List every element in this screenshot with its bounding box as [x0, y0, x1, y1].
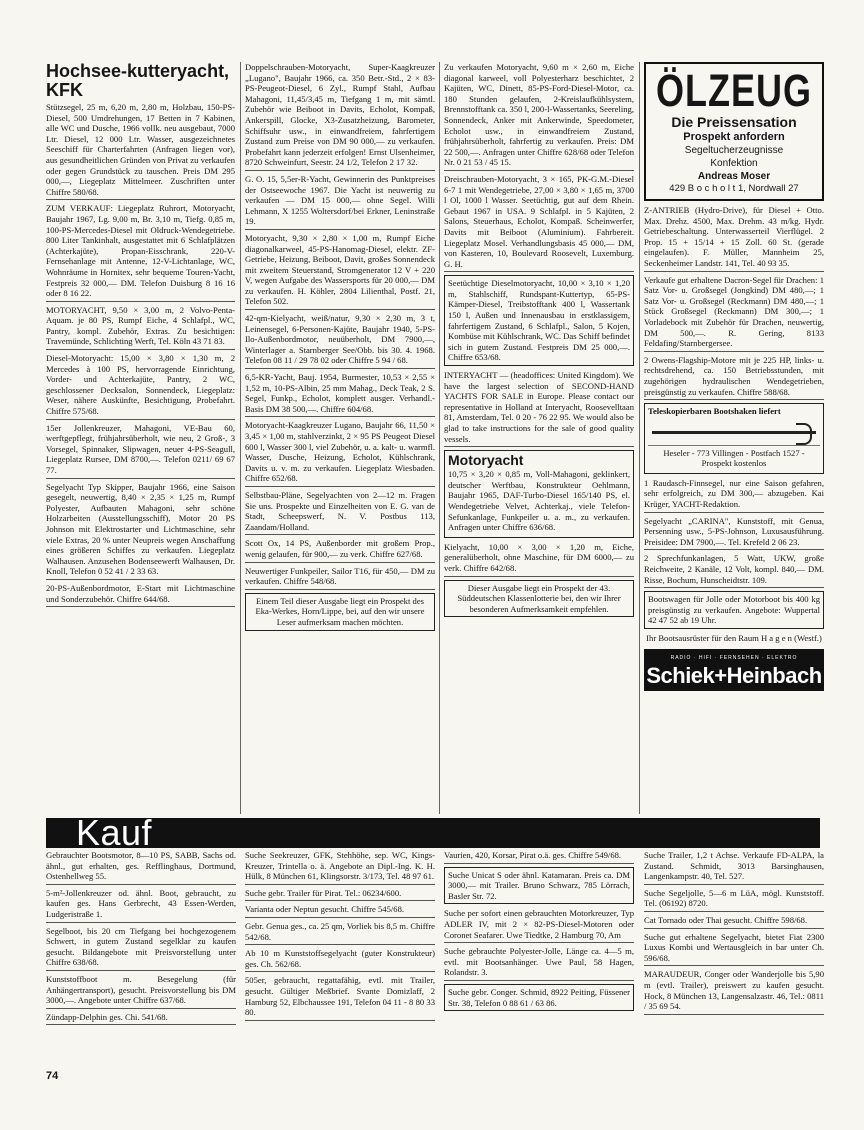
kauf-ad: Zündapp-Delphin ges. Chi. 541/68. [46, 1012, 236, 1026]
kauf-ad: Suche gebrauchte Polyester-Jolle, Länge ca. 4—5 m, evtl. mit Bootsanhänger. Uwe Paul, 58 Hagen, Rolandstr. 3. [444, 946, 634, 981]
oelzeug-title: ÖLZEUG [656, 64, 812, 116]
ad-c4-3: 2 Owens-Flagship-Motore mit je 225 HP, links- u. rechtsdrehend, ca. 150 Betriebsstunden, mit zugehörigen hydraulischen Wendegetrieben, preisgünstig zu verkaufen. Chiffre 588/68. [644, 355, 824, 400]
kauf-column-4 [644, 850, 824, 1018]
kauf-ad: Segelboot, bis 20 cm Tiefgang bei hochgezogenem Schwert, in gutem Zustand segelklar zu kaufen gesucht. Bildangebote mit Preisvorstellung unter Chiffre 638/68. [46, 926, 236, 971]
ad-motoryacht-body: 10,75 × 3,20 × 0,85 m, Voll-Mahagoni, geklinkert, deutscher Werftbau, Konstrukteur Oehlmann, Baujahr 1965, DAF-Turbo-Diesel 165/140 PS, el. Wendegetriebe Velvet, Achterkaj., viele Telefon-Sefunkanlage, Funkpeiler u. a. m., zu verkaufen. Anfragen unter Chiffre 636/68. [448, 469, 630, 533]
ad-c2-2: G. O. 15, 5,5er-R-Yacht, Gewinnerin des Punktpreises der Ostseewoche 1967. Die Yacht ist neuwertig zu verkaufen — DM 15 000,— ohne Segel. Willi Lehmann, X 1255 Woltersdorf/bei Erkner, Leninstraße 19. [245, 174, 435, 230]
ad-kielyacht: Kielyacht, 10,00 × 3,00 × 1,20 m, Eiche, generalüberholt, ohne Maschine, für DM 6000,— zu verk. Chiffre 642/68. [444, 542, 634, 577]
kauf-section-header [46, 812, 820, 853]
ad-c1-3: Diesel-Motoryacht: 15,00 × 3,80 × 1,30 m, 2 Mercedes à 100 PS, hervorragende Einrichtung, Vorder- und Achterkajüte, Pantry, 2 WC, geschlossener Decksalon, Sonnendeck, Liegeplatz: Weser, nähere Auskünfte, Besichtigung, Probefahrt. Chiffre 575/68. [46, 353, 235, 420]
insert-notice-lotterie: Dieser Ausgabe liegt ein Prospekt der 43. Süddeutschen Klassenlotterie bei, den wir Ihrer besonderen Aufmerksamkeit empfehlen. [444, 580, 634, 618]
ad-motoryacht-box [444, 450, 634, 538]
ad-c4-6: 2 Sprechfunkanlagen, 5 Watt, UKW, große Reichweite, 2 Kanäle, 12 Volt, kompl. 840,— DM. Risse, Bochum, Hunscheidtstr. 109. [644, 553, 824, 588]
oelzeug-name: Andreas Moser [697, 171, 771, 182]
ad-c1-6: 20-PS-Außenbordmotor, E-Start mit Lichtmaschine und Sonderzubehör. Chiffre 644/68. [46, 583, 235, 607]
ad-c1-4: 15er Jollenkreuzer, Mahagoni, VE-Bau 60, werftgepflegt, frühjahrsüberholt, wie neu, 2 Groß-, 3 Vorsegel, Spinnaker, Slipwagen, neuer 4-PS-Seagull, Liegeplatz Rursee, DM 8700,—. Telefon 0211/ 69 67 77. [46, 423, 235, 479]
ad-c1-2: MOTORYACHT, 9,50 × 3,00 m, 2 Volvo-Penta-Aquam. je 80 PS, Rumpf Eiche, 4 Schlafpl., WC, Pantry, kompl. Zubehör, Extras. Zu besichtigen: Travemünde, Schlichting Werft, Tel. Köln 43 71 83. [46, 305, 235, 350]
ad-dieselmotoryacht-box: Seetüchtige Dieselmotoryacht, 10,00 × 3,10 × 1,20 m, Stahlschiff, Rundspant-Kuttertyp, 65-PS-Kämper-Diesel, Treibstofftank 400 l, Wassertank 150 l, Außen und Innenausbau in erstklassigem, fahrfertigem Zustand, 6 Schlafpl., Salon, 5 Kojen, Kombüse mit Kühlschrank, WC. Das Schiff befindet sich in gutem Zustand. Festpreis DM 25 000,—. Chiffre 653/68. [444, 275, 634, 366]
schiek-subline: RADIO · HIFI · FERNSEHEN · ELEKTRO [670, 654, 798, 661]
ad-interyacht: INTERYACHT — (headoffices: United Kingdom). We have the largest selection of SECOND-HAND YACHTS FOR SALE in Europe. Please contact our representative in Holland at Interyacht, Roosevelltaan 81, Amsterdam, Tel. 0 20 - 76 22 95. We would also be glad to take instructions for the sale of good quality vessels. [444, 370, 634, 447]
ad-c2-9: Neuwertiger Funkpeiler, Sailor T16, für 450,— DM zu verkaufen. Chiffre 548/68. [245, 566, 435, 590]
oelzeug-line2: Konfektion [710, 158, 758, 169]
column-3 [444, 62, 634, 621]
kauf-ad: Suche gut erhaltene Segelyacht, bietet Fiat 2300 Luxus Kombi und Wertausgleich in bar unter Ch. 596/68. [644, 932, 824, 967]
ad-c2-4: 42-qm-Kielyacht, weiß/natur, 9,30 × 2,30 m, 3 t, Leinensegel, 6-Personen-Kajüte, Baujahr 1940, 5-PS-Ilo-Außenbordmotor, neuüberholt, DM 7900,—, Winterlager a. Starnberger See/Obb. bis 30. 4. 1968. Telefon 08 11 / 29 78 02 oder Chiffre 5 94 / 68. [245, 313, 435, 369]
ad-bootswagen: Bootswagen für Jolle oder Motorboot bis 400 kg preisgünstig zu verkaufen. Angebote: Wuppertal 42 47 52 ab 19 Uhr. [644, 591, 824, 629]
kauf-ad: Ab 10 m Kunststoffsegelyacht (guter Konstrukteur) ges. Ch. 562/68. [245, 948, 435, 972]
column-2 [245, 62, 435, 635]
kauf-ad: Suche per sofort einen gebrauchten Motorkreuzer, Typ ADLER IV, mit 2 × 82-PS-Diesel-Motoren oder Coronet Seafarer. Uwe Tiedtke, 2 Hamburg 70, Am [444, 908, 634, 943]
bootshaken-ad [644, 403, 824, 474]
ad-c3-1: Zu verkaufen Motoryacht, 9,60 m × 2,60 m, Eiche diagonal karweel, voll Polyesterharz beschichtet, 2 Kajüten, WC, Dinett, 85-PS-Ford-Diesel-Motor, ca. 180 Stunden gelaufen, 2-Kreislaufkühlsystem, Brennstofftank ca. 350 l, 200-l-Wassertanks, Seereling, Sonnendeck, Anker mit Ankerwinde, Speedometer, Echolot usw., in einwandfreiem Zustand, frühjahrsüberholt, fahrfertig zu verkaufen. Preis: DM 22 500,—. Anfragen unter Chiffre 628/68 oder Telefon Nr. 0 21 53 / 45 15. [444, 62, 634, 171]
column-1 [46, 62, 235, 610]
schiek-name: Schiek+Heinbach [646, 662, 822, 688]
oelzeug-line1: Segeltucherzeugnisse [684, 145, 784, 156]
ad-c3-2: Dreischrauben-Motoryacht, 3 × 165, PK-G.M.-Diesel 6-7 1 mit Wendegetriebe, 27,00 × 3,80 × 1,65 m, 3700 l Ol, 1000 l Wasser. Seetüchtig, gut auf dem Rhein. Gebaut 1967 in USA. 9 Schlafpl. in 5 Kajüten, 2 Salons, Steuerhaus, Echolot, Kompaß. Scheinwerfer, Davits mit Beiboot (Aluminium). Fahrbereit. Liegeplatz Mosel. Verhandlungsbasis 45 000,— DM, von Kasteren, 10, Boulevard Roosevelt, Luxemburg. G. H. [444, 174, 634, 272]
kauf-ad: Gebrauchter Bootsmotor, 8—10 PS, SABB, Sachs od. ähnl., gut erhalten, ges. Refflinghaus, Dortmund, Ostenhellweg 55. [46, 850, 236, 885]
ad-c2-6: Motoryacht-Kaagkreuzer Lugano, Baujahr 66, 11,50 × 3,45 × 1,00 m, stahlverzinkt, 2 × 95 PS Peugeot Diesel 600 l, Wasser 300 l, viel Zubehör, u. a. kalt- u. warmfl. Wasser, Dusche, Heizung, Echolot, Kühlschrank, Davits u. v. m. zu verkaufen. Liegeplatz Wiesbaden. Chiffre 652/68. [245, 420, 435, 487]
kauf-ad: Kunststoffboot m. Besegelung (für Anhängertransport), gesucht. Preisvorstellung bis DM 3000,—. Angebote unter Chiffre 637/68. [46, 974, 236, 1009]
kauf-column-3 [444, 850, 634, 1015]
ad-motoryacht-head: Motoryacht [448, 452, 524, 469]
kauf-column-1 [46, 850, 236, 1028]
oelzeug-ad [644, 62, 824, 201]
boat-hook-illustration [648, 421, 820, 446]
kauf-ad: 505er, gebraucht, regattafähig, evtl. mit Trailer, gesucht. Gültiger Meßbrief. Svante Domizlaff, 2 Hamburg 52, Elbchaussee 191, Telefon 04 11 - 8 80 33 80. [245, 975, 435, 1020]
ad-c2-7: Selbstbau-Pläne, Segelyachten von 2—12 m. Fragen Sie uns. Prospekte und Einzelheiten von E. G. van de Stadt, Scheepswerf, N. V. Postbus 113, Zaandam/Holland. [245, 490, 435, 535]
kauf-ad: Vaurien, 420, Korsar, Pirat o.ä. ges. Chiffre 549/68. [444, 850, 634, 864]
kauf-ad: Suche gebr. Conger. Schmid, 8922 Peiting, Füssener Str. 38, Telefon 0 88 61 / 63 86. [444, 984, 634, 1011]
ad-hochsee-body: Stützsegel, 25 m, 6,20 m, 2,80 m, Holzbau, 150-PS-Diesel, 500 Umdrehungen, 17 Betten in 7 Kabinen, alle WC und Dusche, 1966 vollk. neu ausgebaut, 7000 Ltr. Diesel, 12 000 Ltr. Wasser, ausgezeichnetes Seeschiff für Charterfahrten (Anfragen liegen vor), aus gesundheitlichen Gründen von Privat zu verkaufen oder gegen Grundstück zu tauschen. Preis DM 295 000,—, Liegeplatz Mittelmeer. Zuschriften unter Chiffre 580/68. [46, 102, 235, 200]
kauf-ad: Varianta oder Neptun gesucht. Chiffre 545/68. [245, 904, 435, 918]
kauf-ad: Gebr. Genua ges., ca. 25 qm, Vorliek bis 8,5 m. Chiffre 542/68. [245, 921, 435, 945]
kauf-ad: Cat Tornado oder Thai gesucht. Chiffre 598/68. [644, 915, 824, 929]
oelzeug-prospekt: Prospekt anfordern [683, 131, 785, 143]
ad-c1-5: Segelyacht Typ Skipper, Baujahr 1966, eine Saison gesegelt, neuwertig, 8,40 × 2,35 × 1,25 m, Rumpf Polyester, Aufbauten Mahagoni, sehr schöne Holzarbeiten (Ausstellungsschiff), Motor 20 PS Johnson mit Elektrostarter und Lichtmaschine, sehr viele Extras, 20 % unter Neupreis wegen Anschaffung eines größeren Schiffes zu verkaufen. Liegeplatz Walhausen. Anzusehen Bodenseewerft Walhausen, Dr. Knoll, Telefon 0 52 41 / 2 33 63. [46, 482, 235, 580]
ad-c2-1: Doppelschrauben-Motoryacht, Super-Kaagkreuzer „Lugano", Baujahr 1966, ca. 350 Betr.-Std., 2 × 83-PS-Peugeot-Diesel, 6 Zyl., Rumpf Stahl, Aufbau Mahagoni, 11,45/3,45 m, Tiefgang 1 m, mit sämtl. Zubehör wie Beiboot in Davits, Echolot, Kompaß, Ankerspill, Glocke, X3-Zusatzheizung, Barometer, Schiffsuhr usw., in einwandfreiem, fahrfertigem Zustand zum Preise von DM 90 000,— zu verkaufen. Probefahrt kann jederzeit erfolgen! Ernst Ulsenheimer, 8720 Schweinfurt, Seestr. 24 1/2, Telefon 2 17 32. [245, 62, 435, 171]
ad-c2-3: Motoryacht, 9,30 × 2,80 × 1,00 m, Rumpf Eiche diagonalkarweel, 45-PS-Hanomag-Diesel, elektr. ZF-Getriebe, Heizung, Beiboot, Davit, großes Sonnendeck mit zweitem Steuerstand, Stromgenerator 12 V + 220 V, wegen Aufgabe des Wassersports für 20 000,— DM zu verkaufen. H. Köhler, 2804 Lilienthal, Postf. 21, Telefon 502. [245, 233, 435, 310]
bootshaken-head: Teleskopierbaren Bootshaken liefert [648, 406, 781, 417]
ad-c4-4: 1 Raudasch-Finnsegel, nur eine Saison gefahren, sehr erfolgreich, zu DM 300,— abzugeben. Kai Krüger, YACHT-Redaktion. [644, 478, 824, 513]
insert-notice-eka: Einem Teil dieser Ausgabe liegt ein Prospekt des Eka-Werkes, Horn/Lippe, bei, auf den wir unsere Leser aufmerksam machen möchten. [245, 593, 435, 631]
kauf-label: Kauf [76, 812, 153, 853]
kauf-ad: Suche Seekreuzer, GFK, Stehhöhe, sep. WC, Kings-Kreuzer, Trintella o. ä. Angebote an Dipl.-Ing. K. H. Hülk, 8 München 61, Klingsorstr. 3/173, Tel. 48 97 61. [245, 850, 435, 885]
schiek-heinbach-logo [644, 649, 824, 691]
ad-c1-1: ZUM VERKAUF: Liegeplatz Ruhrort, Motoryacht, Baujahr 1967, Lg. 9,00 m, Br. 3,10 m, Tiefg. 0,85 m, 100-PS-Mercedes-Diesel mit Oldruck-Wendegetriebe. 800 Liter Tankinhalt, ausgestattet mit 6 Schlafplätzen (Achterkajüte), Propan-Eisschrank, 220-V-Fernsehanlage mit Antenne, 12-V-Lichtanlage, WC, Wohnräume in Hornitex, sehr bequeme Touren-Yacht, Festpreis 32 000,— DM. Telefon Duisburg 8 16 16 oder 8 16 22. [46, 203, 235, 301]
ad-c4-1: Z-ANTRIEB (Hydro-Drive), für Diesel + Otto. Max. Drehz. 4500, Max. Drehm. 43 m/kg. Hydr. Getriebeschaltung. Unterwasserteil Vierflügel. 2 Prop. 15 + 15/14 + 15 Zoll. 60 St. (gerade eingelaufen). F. Müller, Mannheim 25, Seckenheimer Landstr. 141, Tel. 40 93 35. [644, 205, 824, 272]
kauf-ad: MARAUDEUR, Conger oder Wanderjolle bis 5,90 m (evtl. Trailer), preiswert zu kaufen gesucht. Hock, 8 München 13, Langensalzastr. 46, Tel.: 0811 / 35 69 54. [644, 969, 824, 1014]
kauf-ad: Suche Segeljolle, 5—6 m LüA, mögl. Kunststoff. Tel. (06192) 8720. [644, 888, 824, 912]
oelzeug-address: 429 B o c h o l t 1, Nordwall 27 [669, 183, 799, 194]
page-number: 74 [46, 1070, 59, 1082]
kauf-ad: Suche gebr. Trailer für Pirat. Tel.: 06234/600. [245, 888, 435, 902]
bootshaken-body: Heseler - 773 Villingen - Postfach 1527 - Prospekt kostenlos [663, 447, 805, 469]
column-4 [644, 62, 824, 691]
kauf-ad: 5-m²-Jollenkreuzer od. ähnl. Boot, gebraucht, zu kaufen ges. Hans Gerbrecht, 43 Essen-Werden, Ludgeristraße 1. [46, 888, 236, 923]
schiek-tagline: Ihr Bootsausrüster für den Raum H a g e n (Westf.) [646, 633, 822, 643]
oelzeug-subtitle: Die Preissensation [671, 114, 797, 130]
kauf-ad: Suche Trailer, 1,2 t Achse. Verkaufe FD-ALPA, la Zustand. Schmidt, 3013 Barsinghausen, Langenkampstr. 40, Tel. 527. [644, 850, 824, 885]
ad-c4-2: Verkaufe gut erhaltene Dacron-Segel für Drachen: 1 Satz Vor- u. Großsegel (Jongkind) DM 480,—; 1 Satz Vor- u. Großsegel (Reckmann) DM 480,—; 1 Stück Großsegel (Reckmann) DM 300,—; 1 Vorladebock mit Zubehör für Drachen, neuwertig, DM 500,—. R. Gering, 8133 Feldafing/Starnbergersee. [644, 275, 824, 352]
ad-c4-5: Segelyacht „CARINA", Kunststoff, mit Genua, Persenning usw., 5-PS-Johnson, Luxusausführung. Preisidee: DM 7900,—. Tel. Krefeld 2 06 23. [644, 516, 824, 551]
ad-c2-8: Scott Ox, 14 PS, Außenborder mit großem Prop., wenig gelaufen, für 900,— zu verk. Chiffre 627/68. [245, 538, 435, 562]
headline-hochsee: Hochsee-kutteryacht, KFK [46, 61, 230, 100]
kauf-ad: Suche Unicat S oder ähnl. Katamaran. Preis ca. DM 3000,— mit Trailer. Bruno Schwarz, 785 Lörrach, Basler Str. 72. [444, 867, 634, 905]
kauf-column-2 [245, 850, 435, 1024]
ad-c2-5: 6,5-KR-Yacht, Bauj. 1954, Burmester, 10,53 × 2,55 × 1,52 m, 10-PS-Albin, 25 mm Mahag., Deck Teak, 2 S. Segel, Funkp., Echolot, komplett ausger. Verhandl.-Basis DM 38 500,—. Chiffre 604/68. [245, 372, 435, 417]
